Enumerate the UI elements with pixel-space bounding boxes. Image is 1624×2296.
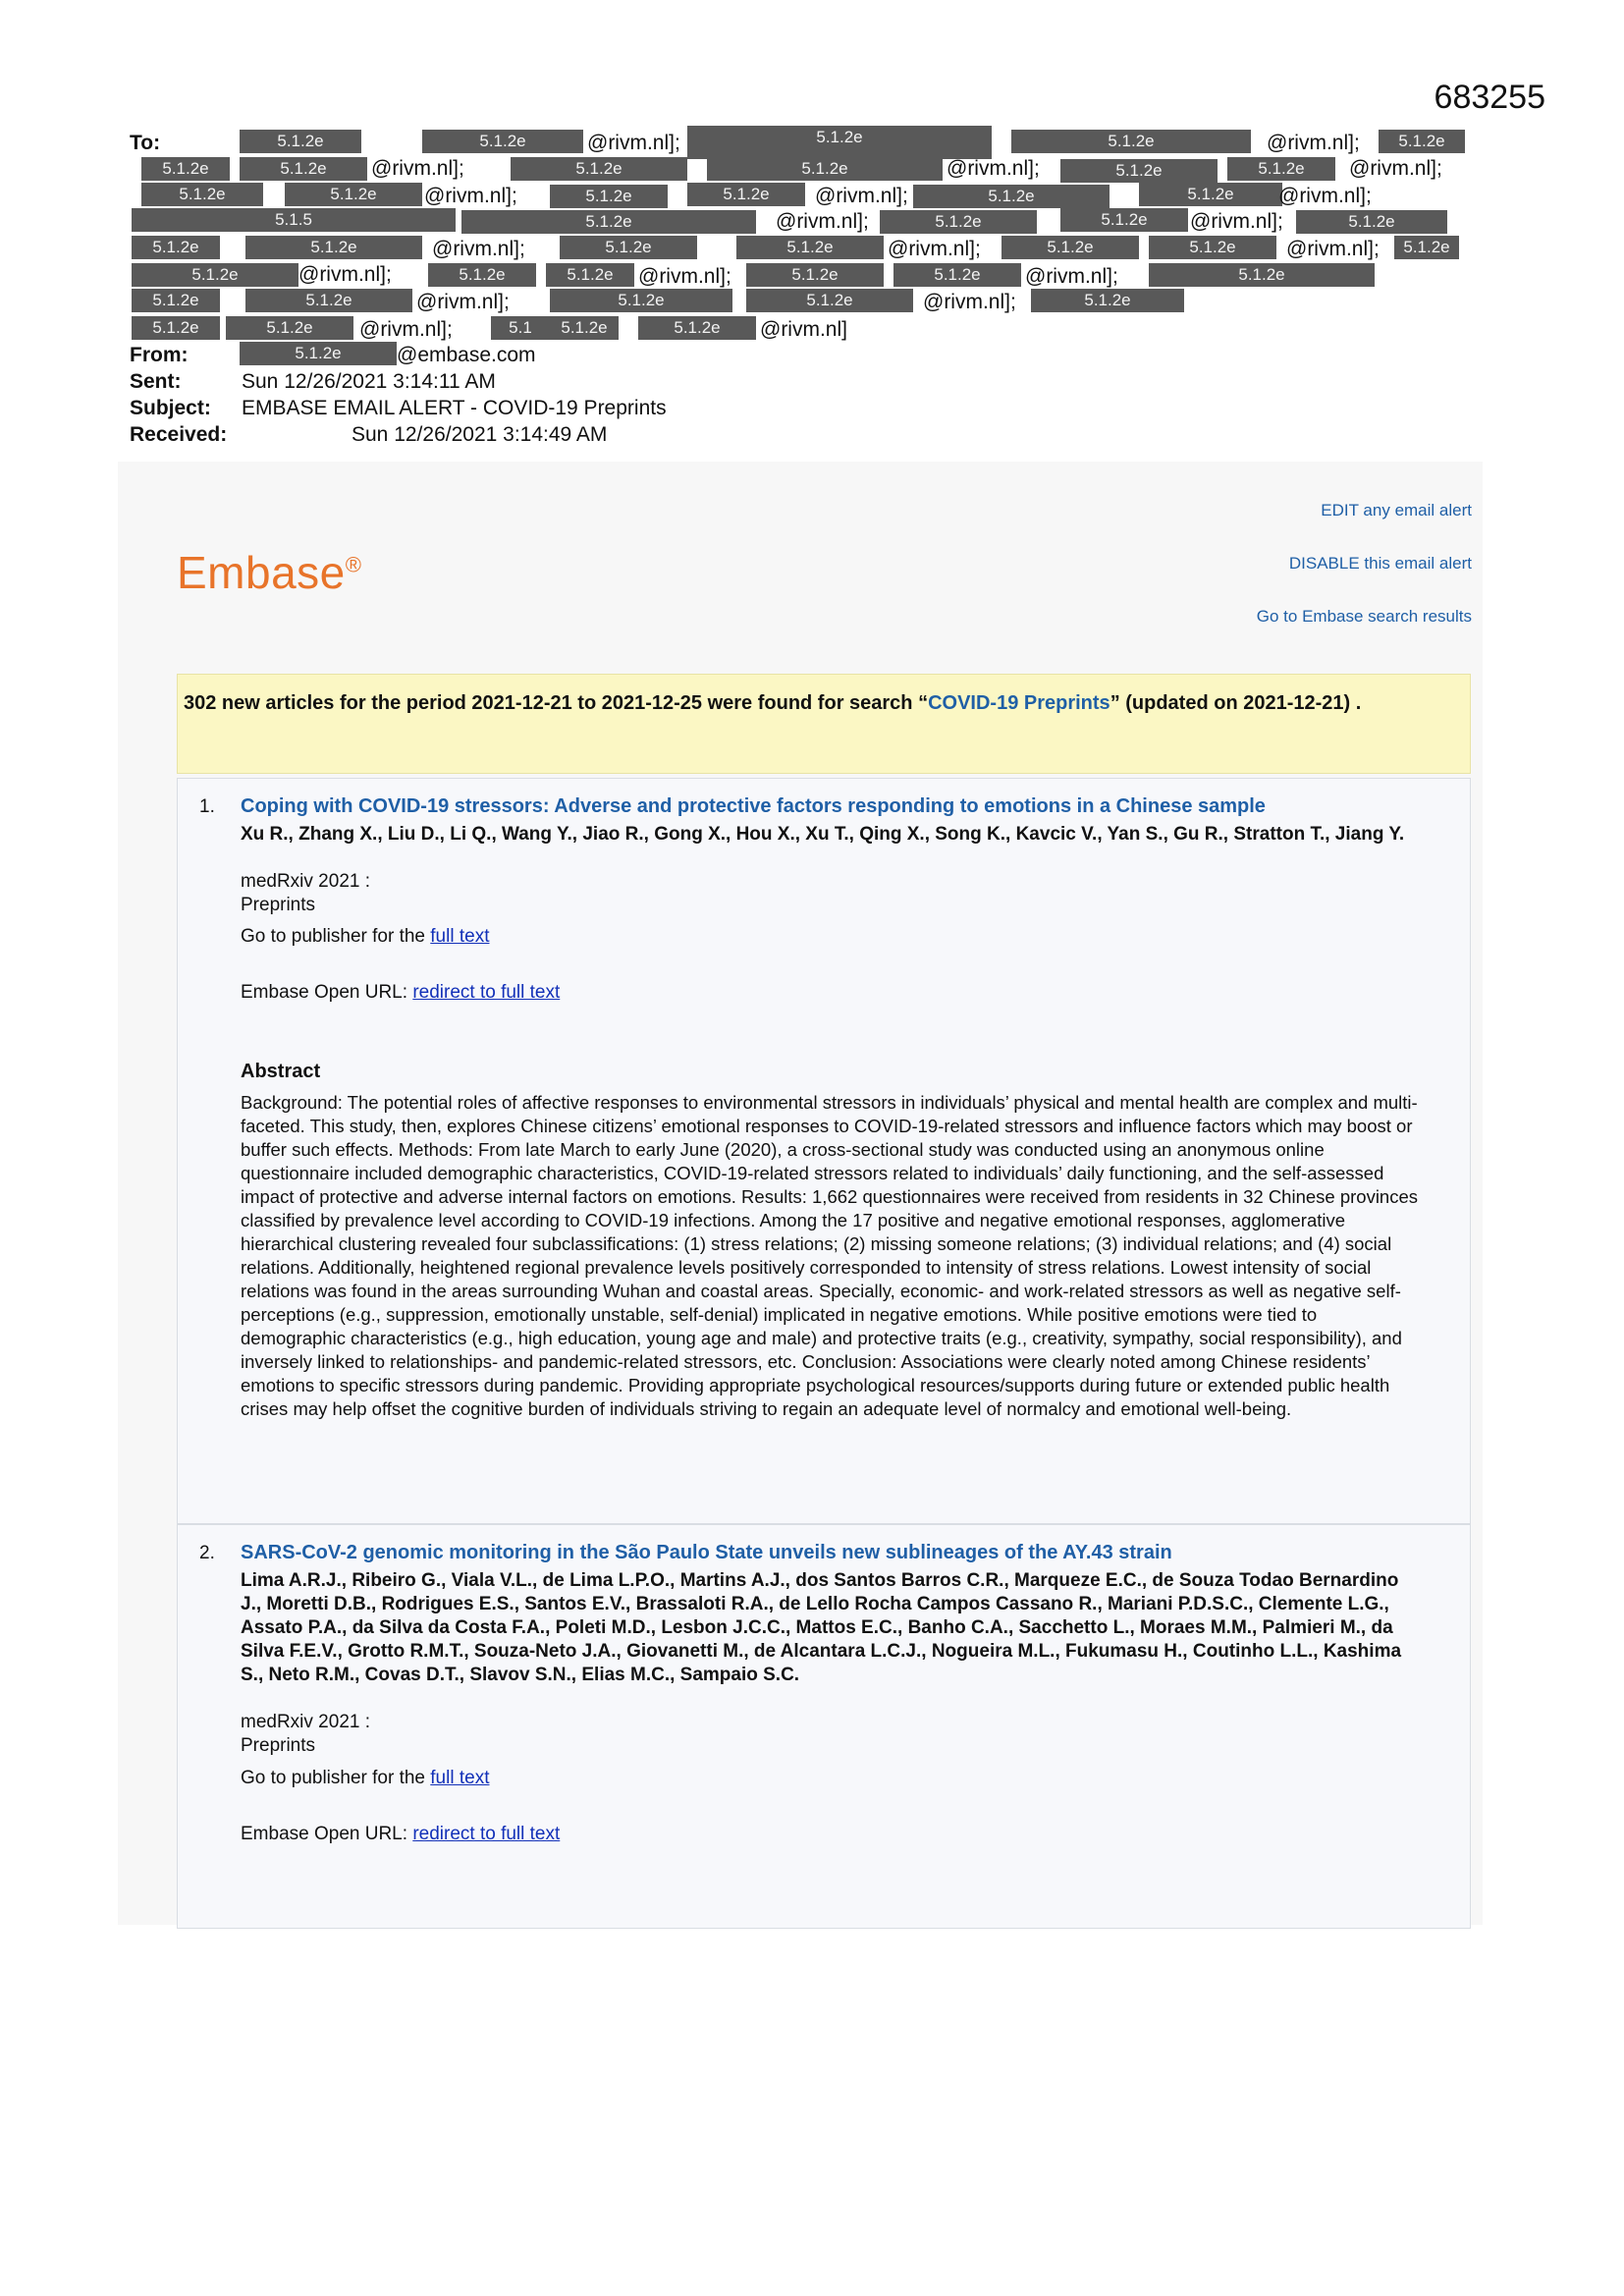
recipient-domain: @rivm.nl]; xyxy=(1267,132,1360,154)
from-domain: @embase.com xyxy=(397,344,536,366)
recipient-domain: @rivm.nl]; xyxy=(815,185,908,207)
article-title-link[interactable]: Coping with COVID-19 stressors: Adverse and protective factors responding to emotions in a Chinese sample xyxy=(241,795,1266,817)
redirect-link[interactable]: redirect to full text xyxy=(412,1824,561,1844)
search-query-link[interactable]: COVID-19 Preprints xyxy=(928,692,1110,714)
redaction: 5.1.2e xyxy=(1149,263,1375,287)
recipient-domain: @rivm.nl]; xyxy=(432,238,525,260)
redaction: 5.1.2e xyxy=(1031,289,1184,312)
redaction: 5.1.2e xyxy=(1139,183,1282,206)
open-url-line: Embase Open URL: redirect to full text xyxy=(241,982,561,1003)
redaction: 5.1.2e xyxy=(511,157,687,181)
abstract-heading: Abstract xyxy=(241,1061,321,1082)
subject-value: EMBASE EMAIL ALERT - COVID-19 Preprints xyxy=(242,397,667,419)
recipient-domain: @rivm.nl]; xyxy=(923,291,1016,313)
embase-logo: Embase® xyxy=(177,547,362,598)
redaction: 5.1.2e xyxy=(687,126,992,159)
redaction: 5.1.2e xyxy=(141,157,230,181)
recipient-domain: @rivm.nl]; xyxy=(638,265,731,288)
redaction: 5.1.2e xyxy=(245,289,412,312)
recipient-domain: @rivm.nl]; xyxy=(947,157,1040,180)
redaction: 5.1.2e xyxy=(893,263,1021,287)
redaction: 5.1.2e xyxy=(746,263,884,287)
redaction: 5.1.2e xyxy=(550,289,732,312)
redaction: 5.1.2e xyxy=(422,130,583,153)
article-title-link[interactable]: SARS-CoV-2 genomic monitoring in the São Paulo State unveils new sublineages of the AY.43 strain xyxy=(241,1542,1172,1563)
redaction: 5.1.5 xyxy=(132,208,456,232)
redaction: 5.1.2e xyxy=(428,263,536,287)
redaction: 5.1.2e xyxy=(707,157,943,181)
disable-alert-link[interactable]: DISABLE this email alert xyxy=(1288,554,1472,573)
recipient-domain: @rivm.nl]; xyxy=(1286,238,1380,260)
abstract-text: Background: The potential roles of affective responses to environmental stressors in individuals’ physical and mental health are complex and multi-faceted. This study, then, explores Chinese citizens’ emotional responses to COVID-19-related stressors and influence factors which may boost or buffer such effects. Methods: From late March to early June (2020), a cross-sectional study was conducted using an anonymous online questionnaire included demographic characteristics, COVID-19-related stressors related to individuals’ daily functioning, and the self-assessed impact of protective and adverse internal factors on emotions. Results: 1,662 questionnaires were received from residents in 32 Chinese provinces classified by prevalence level according to COVID-19 infections. Among the 17 positive and negative emotional responses, agglomerative hierarchical clustering revealed four subclassifications: (1) stress relations; (2) missing someone relations; (3) individual relations; and (4) social relations. Additionally, heightened regional prevalence levels positively corresponded to intensity of stress relations. Lowest intensity of social relations was found in the areas surrounding Wuhan and coastal areas. Specially, economic- and work-related stressors as well as negative self-perceptions (e.g., suppression, emotionally unstable, self-denial) implicated in negative emotions. While positive emotions were tied to demographic characteristics (e.g., high education, young age and male) and protective traits (e.g., creativity, sympathy, social responsibility), and inversely linked to relationships- and pandemic-related stressors, etc. Conclusion: Associations were clearly noted among Chinese residents’ emotions to specific stressors during pandemic. Providing appropriate psychological resources/supports during future or extended public health crises may help offset the cognitive burden of individuals striving to regain an adequate level of normalcy and emotional well-being. xyxy=(241,1092,1419,1419)
recipient-domain: @rivm.nl]; xyxy=(298,263,392,286)
redaction: 5.1.2e xyxy=(240,157,367,181)
results-summary: 302 new articles for the period 2021-12-21 to 2021-12-25 were found for search “COVID-19 Preprints” (updated on 2021-12-21) . xyxy=(184,692,1362,714)
article-source: medRxiv 2021 : xyxy=(241,1712,371,1732)
publisher-line: Go to publisher for the full text xyxy=(241,926,490,947)
redaction: 5.1.2e xyxy=(132,263,298,287)
article-card xyxy=(177,1524,1471,1929)
redaction: 5.1.2e xyxy=(546,263,634,287)
redaction: 5.1.2e xyxy=(1394,236,1459,259)
full-text-link[interactable]: full text xyxy=(430,926,490,947)
recipient-domain: @rivm.nl]; xyxy=(1278,185,1372,207)
full-text-link[interactable]: full text xyxy=(430,1768,490,1788)
recipient-domain: @rivm.nl]; xyxy=(424,185,517,207)
recipient-domain: @rivm.nl]; xyxy=(587,132,680,154)
redaction: 5.1.2e xyxy=(141,183,263,206)
edit-alert-link[interactable]: EDIT any email alert xyxy=(1321,501,1472,519)
redaction: 5.1.2e xyxy=(687,183,805,206)
redaction: 5.1.2e xyxy=(132,289,220,312)
article-card xyxy=(177,778,1471,1524)
redaction: 5.1.2e xyxy=(746,289,913,312)
recipient-domain: @rivm.nl] xyxy=(760,318,847,341)
redaction: 5.1.2e xyxy=(1011,130,1251,153)
open-url-line: Embase Open URL: redirect to full text xyxy=(241,1824,561,1844)
sent-label: Sent: xyxy=(130,370,182,393)
redaction: 5.1.2e xyxy=(1001,236,1139,259)
received-value: Sun 12/26/2021 3:14:49 AM xyxy=(352,423,608,446)
redaction: 5.1.2e xyxy=(560,236,697,259)
redaction: 5.1.2e xyxy=(1060,208,1188,232)
redaction: 5.1.2e xyxy=(1227,157,1335,181)
recipient-domain: @rivm.nl]; xyxy=(416,291,510,313)
redaction: 5.1.2e xyxy=(461,210,756,234)
redaction: 5.1.2e xyxy=(1379,130,1465,153)
article-source: medRxiv 2021 : xyxy=(241,871,371,892)
redaction: 5.1.2e xyxy=(736,236,884,259)
publisher-line: Go to publisher for the full text xyxy=(241,1768,490,1788)
to-label: To: xyxy=(130,132,161,154)
redaction: 5.1.2e xyxy=(240,130,361,153)
redaction: 5.1 xyxy=(491,316,550,340)
article-number: 2. xyxy=(199,1543,215,1563)
recipient-domain: @rivm.nl]; xyxy=(1349,157,1442,180)
redaction: 5.1.2e xyxy=(913,185,1110,208)
redaction: 5.1.2e xyxy=(245,236,422,259)
sent-value: Sun 12/26/2021 3:14:11 AM xyxy=(242,370,496,393)
article-authors: Xu R., Zhang X., Liu D., Li Q., Wang Y., Jiao R., Gong X., Hou X., Xu T., Qing X., Song K., Kavcic V., Yan S., Gu R., Stratton T., Jiang Y. xyxy=(241,824,1405,845)
redaction: 5.1.2e xyxy=(550,185,668,208)
from-label: From: xyxy=(130,344,189,366)
results-summary-box xyxy=(177,674,1471,774)
article-authors: Lima A.R.J., Ribeiro G., Viala V.L., de Lima L.P.O., Martins A.J., dos Santos Barros C.R., Marqueze E.C., de Souza Todao Bernardino J., Moretti D.B., Rodrigues E.S., Santos E.V., Brassaloti R.A., de Lello Rocha Campos Cassano R., Mariani P.D.S.C., Clemente L.G., Assato P.A., da Silva da Costa F.A., Poleti M.D., Lesbon J.C.C., Mattos E.C., Banho C.A., Sacchetto L., Moraes M.M., Palmieri M., da Silva F.E.V., Grotto R.M.T., Souza-Neto J.A., Giovanetti M., de Alcantara L.C.J., Nogueira M.L., Fukumasu H., Coutinho L.L., Kashima S., Neto R.M., Covas D.T., Slavov S.N., Elias M.C., Sampaio S.C. xyxy=(241,1570,1402,1685)
redaction: 5.1.2e xyxy=(132,316,220,340)
redaction: 5.1.2e xyxy=(1149,236,1276,259)
recipient-domain: @rivm.nl]; xyxy=(1190,210,1283,233)
redaction: 5.1.2e xyxy=(285,183,422,206)
redirect-link[interactable]: redirect to full text xyxy=(412,982,561,1003)
redaction: 5.1.2e xyxy=(1060,159,1218,183)
article-type: Preprints xyxy=(241,1735,316,1756)
received-label: Received: xyxy=(130,423,228,446)
article-type: Preprints xyxy=(241,895,316,915)
subject-label: Subject: xyxy=(130,397,211,419)
recipient-domain: @rivm.nl]; xyxy=(776,210,869,233)
redaction: 5.1.2e xyxy=(1296,210,1447,234)
recipient-domain: @rivm.nl]; xyxy=(359,318,453,341)
redaction: 5.1.2e xyxy=(132,236,220,259)
redaction: 5.1.2e xyxy=(550,316,619,340)
search-results-link[interactable]: Go to Embase search results xyxy=(1256,607,1472,626)
document-id: 683255 xyxy=(1434,79,1545,116)
recipient-domain: @rivm.nl]; xyxy=(371,157,464,180)
recipient-domain: @rivm.nl]; xyxy=(1025,265,1118,288)
recipient-domain: @rivm.nl]; xyxy=(888,238,981,260)
redaction: 5.1.2e xyxy=(240,342,397,365)
redaction: 5.1.2e xyxy=(880,210,1037,234)
redaction: 5.1.2e xyxy=(638,316,756,340)
article-number: 1. xyxy=(199,796,215,817)
redaction: 5.1.2e xyxy=(226,316,353,340)
